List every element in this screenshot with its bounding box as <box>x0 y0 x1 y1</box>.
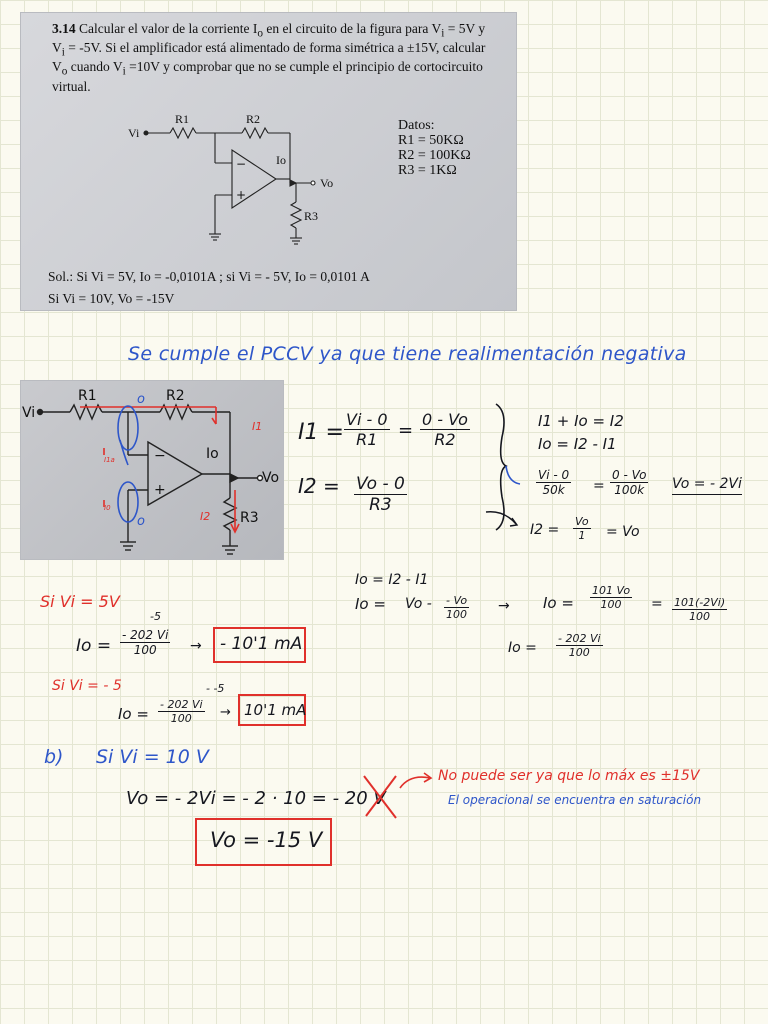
annotated-circuit-photo <box>20 380 284 560</box>
case1-arrow: → <box>190 638 202 654</box>
case2-sup: - -5 <box>206 682 225 695</box>
annot-i0-small: I0 <box>104 504 111 512</box>
annot-i1-small: I1a <box>104 456 115 464</box>
datos-r1: R1 = 50KΩ <box>398 133 464 148</box>
r1-label: R1 <box>175 112 190 126</box>
sys-line-2: Io = I2 - I1 <box>538 435 617 453</box>
solution-block <box>48 266 370 310</box>
eq-i1-frac1: $\frac{Vi - 0}{R1}$ <box>346 410 388 449</box>
case2-frac: $\frac{- 202 Vi}{100}$ <box>160 698 203 725</box>
datos-r2: R2 = 100KΩ <box>398 148 471 163</box>
vo-label: Vo <box>320 176 334 190</box>
deriv-line-4-lhs: Io = <box>508 640 537 656</box>
case2-arrow: → <box>220 705 231 720</box>
eq-equals: = <box>398 420 414 441</box>
eq-i2-lhs: I2 = <box>298 474 340 498</box>
case1-frac: $\frac{- 202 Vi}{100}$ <box>122 628 169 657</box>
sys-frac-2: $\frac{0 - Vo}{100k}$ <box>612 468 647 497</box>
deriv-line-3-frac2: $\frac{101(-2Vi)}{100}$ <box>674 596 726 623</box>
plus-label-2: + <box>154 482 166 498</box>
final-result: Vo = -15 V <box>210 828 323 852</box>
case1-result: - 10'1 mA <box>220 634 303 654</box>
cross-out-mark <box>360 772 400 822</box>
case3-title: Si Vi = 10 V <box>96 746 209 768</box>
deriv-line-2-lhs: Io = <box>355 595 386 613</box>
sys4-lhs: I2 = <box>530 522 560 538</box>
sys4-frac: $\frac{Vo}{1}$ <box>575 515 589 542</box>
r1-label-2: R1 <box>78 388 97 404</box>
deriv-line-2-frac: $\frac{- Vo}{100}$ <box>446 594 468 621</box>
vi-label: Vi <box>128 126 140 140</box>
minus-label-2: − <box>154 448 166 464</box>
system-brace <box>486 402 526 532</box>
r2-resistor <box>242 128 268 138</box>
case1-title: Si Vi = 5V <box>40 592 120 611</box>
vi-label-2: Vi <box>22 405 36 421</box>
r2-label-2: R2 <box>166 388 185 404</box>
sys-equals: = <box>593 478 605 494</box>
eq-i1-frac2: $\frac{0 - Vo}{R2}$ <box>422 410 468 449</box>
note-line-2: El operacional se encuentra en saturación <box>448 793 702 807</box>
deriv-arrow: → <box>498 598 510 614</box>
vi-terminal <box>144 131 148 135</box>
vo-label-2: Vo <box>262 470 280 486</box>
current-arrows <box>80 407 239 532</box>
r3-label-2: R3 <box>240 510 259 526</box>
case1-lhs: Io = <box>76 636 112 656</box>
annotated-circuit-diagram <box>20 380 284 560</box>
annot-o-top: o <box>137 392 145 407</box>
case2-lhs: Io = <box>118 705 149 723</box>
r3-label: R3 <box>304 209 319 223</box>
deriv-line-3-eq: = <box>651 596 663 612</box>
note-arrow <box>396 768 436 792</box>
solution-line-2: Si Vi = 10V, Vo = -15V <box>48 291 175 306</box>
eq-i1-lhs: I1 = <box>298 420 344 445</box>
note-line-1: No puede ser ya que lo máx es ±15V <box>438 768 700 784</box>
problem-number: 3.14 <box>52 21 76 36</box>
case2-result: 10'1 mA <box>244 701 307 719</box>
sys4-rhs: = Vo <box>606 524 640 540</box>
r1-resistor <box>170 128 196 138</box>
io-label: Io <box>276 153 286 167</box>
case3-equation: Vo = - 2Vi = - 2 · 10 = - 20 V <box>126 788 386 809</box>
deriv-line-1: Io = I2 - I1 <box>355 572 429 588</box>
deriv-line-4-frac: $\frac{- 202 Vi}{100}$ <box>558 632 601 659</box>
datos-title: Datos: <box>398 118 435 133</box>
minus-label: − <box>236 157 247 171</box>
pccv-heading: Se cumple el PCCV ya que tiene realimentación negativa <box>128 343 687 365</box>
case1-sup: -5 <box>150 610 161 623</box>
annot-o-bottom: o <box>137 514 145 529</box>
deriv-line-3-frac1: $\frac{101 Vo}{100}$ <box>592 584 631 611</box>
problem-photo <box>20 12 517 311</box>
datos-block <box>398 118 471 178</box>
sys-result: Vo = - 2Vi <box>672 476 742 495</box>
r3-resistor <box>291 202 301 228</box>
datos-r3: R3 = 1KΩ <box>398 163 457 178</box>
problem-statement: 3.14 Calcular el valor de la corriente $I_o$ en el circuito de la figura para $V_i = 5V$ y $V_i = -5V$. Si el amplificador está alimentado de forma simétrica a ±15V, calcular $V_o$ cuando $V_i =10V$ y comprobar que no se cumple el principio de cortocircuito virtual. <box>52 21 486 94</box>
deriv-line-2-a: Vo - <box>405 596 432 612</box>
sys-frac-1: $\frac{Vi - 0}{50k}$ <box>538 468 570 497</box>
case2-title: Si Vi = - 5 <box>52 678 122 694</box>
annot-i2: I2 <box>200 510 211 523</box>
part-b-label: b) <box>44 746 64 768</box>
sys-line-1: I1 + Io = I2 <box>538 412 624 430</box>
r2-label: R2 <box>246 112 261 126</box>
eq-i2-frac: $\frac{Vo - 0}{R3}$ <box>356 474 405 515</box>
plus-label: + <box>236 188 247 202</box>
annot-i1: I1 <box>252 420 263 433</box>
io-label-2: Io <box>206 446 219 462</box>
deriv-line-3-lhs: Io = <box>543 594 574 612</box>
solution-line-1: Sol.: Si Vi = 5V, Io = -0,0101A ; si Vi = - 5V, Io = 0,0101 A <box>48 269 370 284</box>
